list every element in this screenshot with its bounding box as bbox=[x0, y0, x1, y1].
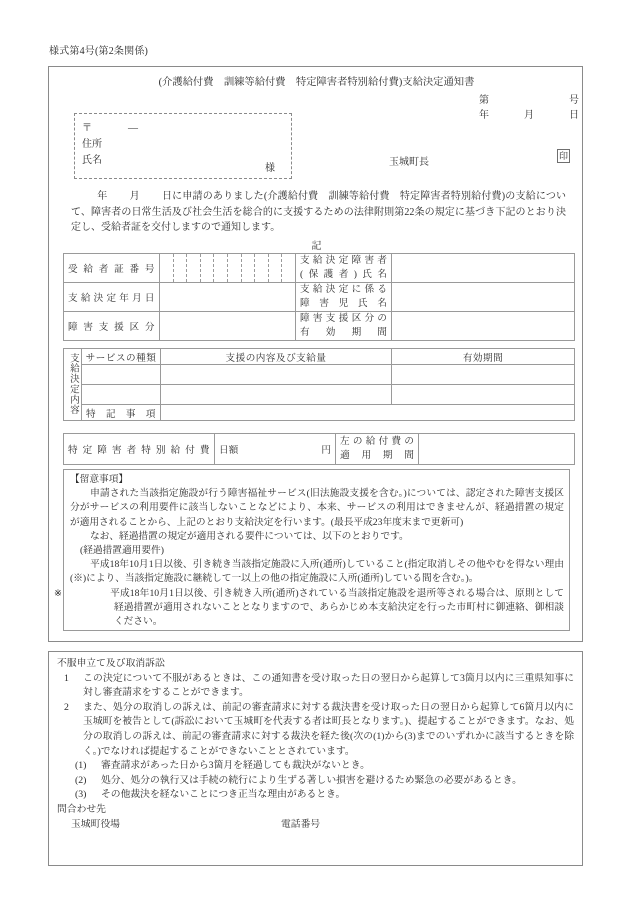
table-row bbox=[64, 254, 575, 283]
notes-paragraph-4: 平成18年10月1日以後、引き続き当該指定施設に入所(通所)していること(指定取消しその他やむを得ない理由(※)により、当該指定施設に継続して一以上の他の指定施設に入所(通所)している間を含む。)。 bbox=[70, 559, 564, 585]
receipt-number-cells[interactable] bbox=[160, 254, 295, 282]
digit-cell[interactable] bbox=[242, 254, 256, 282]
digit-cell[interactable] bbox=[160, 254, 174, 282]
table-row bbox=[64, 283, 575, 312]
cell-valid-period-value[interactable] bbox=[392, 365, 575, 385]
notes-paragraph-5: ※ 平成18年10月1日以後、引き続き入所(通所)されている当該指定施設を退所等される場合は、原則として経過措置が適用されないこととなりますので、あらかじめ本支給決定を行った市町村に御連絡、御相談ください。 bbox=[54, 587, 564, 628]
cell-beneficiary-name-value[interactable] bbox=[392, 254, 575, 283]
cell-decision-content-vertical-label: 支給決定内容 bbox=[64, 349, 82, 421]
notes-paragraph-3: (経過措置適用要件) bbox=[80, 545, 164, 557]
notice-date-day: 日 bbox=[569, 110, 579, 121]
zip-row bbox=[82, 119, 138, 134]
contact-office: 玉城町役場 bbox=[71, 818, 120, 830]
cell-category-period-label: 障害支援区分の 有効期間 bbox=[296, 312, 392, 341]
cell-benefit-period-value[interactable] bbox=[419, 434, 575, 465]
cell-special-notes-value[interactable] bbox=[161, 405, 575, 421]
table-row bbox=[64, 365, 575, 385]
body-line2: の支給について、障害者の日常生活及び社会生活を総合的に支援するための法律附則第22条の規定 bbox=[71, 191, 567, 218]
notice-frame bbox=[48, 66, 583, 642]
cell-valid-period-value[interactable] bbox=[392, 385, 575, 405]
notes-paragraph-1: 申請された当該指定施設が行う障害福祉サービス(旧法施設支援を含む。)については、認定された障害支援区分がサービスの利用要件に該当しないことなどにより、本来、サービスの利用はできませんが、経過措置の規定が適用されることから、上記のとおり支給決定を行います。(最長平成23年度末まで更新可) bbox=[70, 488, 564, 528]
cell-support-content-value[interactable] bbox=[161, 365, 392, 385]
cell-child-name-label: 支給決定に係る 障害児氏名 bbox=[296, 283, 392, 312]
notice-date-year: 年 bbox=[479, 110, 489, 121]
notice-number-label: 第 bbox=[479, 95, 489, 106]
zip-dash: — bbox=[128, 123, 138, 134]
digit-cell[interactable] bbox=[282, 254, 295, 282]
cell-support-content-value[interactable] bbox=[161, 385, 392, 405]
addressee-box bbox=[74, 113, 292, 179]
digit-cell[interactable] bbox=[187, 254, 201, 282]
cell-special-notes-label: 特記事項 bbox=[82, 405, 161, 421]
special-benefit-table bbox=[63, 433, 575, 465]
cell-decision-date-value[interactable] bbox=[160, 283, 296, 312]
cell-decision-date-label: 支給決定年月日 bbox=[64, 283, 160, 312]
notes-paragraph-2: なお、経過措置の規定が適用される要件については、以下のとおりです。 bbox=[90, 530, 409, 542]
notice-number-unit: 号 bbox=[569, 95, 579, 106]
decision-summary-table bbox=[63, 253, 575, 341]
header-support-content: 支援の内容及び支給量 bbox=[161, 349, 392, 365]
appeal-item-2: 2 また、処分の取消しの訴えは、前記の審査請求に対する裁決書を受け取った日の翌日から起算して6箇月以内に玉城町を被告として(訴訟において玉城町を代表する者は町長となります。)、提起することができます。なお、処分の取消しの訴えは、前記の審査請求に対する裁決を経た後(次の(1)から(3)までのいずれかに該当するときを除く。)でなければ提起することができないこととされています。 bbox=[64, 701, 574, 757]
digit-cell[interactable] bbox=[255, 254, 269, 282]
appeal-subitem-1: (1) 審査請求があった日から3箇月を経過しても裁決がないとき。 bbox=[75, 760, 370, 772]
cell-receipt-number-label: 受給者証番号 bbox=[64, 254, 160, 283]
notice-date-month: 月 bbox=[524, 110, 534, 121]
daily-amount-unit: 円 bbox=[321, 445, 331, 456]
table-row bbox=[64, 349, 575, 365]
notes-box bbox=[54, 469, 570, 631]
table-row bbox=[64, 385, 575, 405]
digit-cell[interactable] bbox=[174, 254, 188, 282]
seal-box: 印 bbox=[558, 151, 568, 161]
cell-category-period-value[interactable] bbox=[392, 312, 575, 341]
document-title: (介護給付費 訓練等給付費 特定障害者特別給付費)支給決定通知書 bbox=[158, 77, 475, 88]
cell-benefit-period-label: 左の給付費の 適用期間 bbox=[336, 434, 419, 465]
contact-row bbox=[57, 818, 574, 833]
table-row bbox=[64, 434, 575, 465]
cell-daily-amount[interactable] bbox=[215, 434, 336, 465]
issuer-name: 玉城町長 bbox=[389, 157, 429, 168]
body-day-rest: 日に申請のありました(介護給付費 訓練等給付費 特定障害者特別給付費) bbox=[161, 191, 506, 202]
digit-cell[interactable] bbox=[228, 254, 242, 282]
table-row bbox=[64, 312, 575, 341]
notice-body-paragraph bbox=[71, 189, 566, 236]
name-label: 氏名 bbox=[82, 155, 102, 166]
appeal-subitem-3: (3) その他裁決を経ないことにつき正当な理由があるとき。 bbox=[75, 789, 346, 801]
header-service-type: サービスの種類 bbox=[82, 349, 161, 365]
notes-heading: 【留意事項】 bbox=[70, 474, 129, 485]
body-month: 月 bbox=[129, 191, 140, 202]
appeal-item-1: 1 この決定について不服があるときは、この通知書を受け取った日の翌日から起算して3箇月以内に三重県知事に対し審査請求をすることができます。 bbox=[64, 672, 574, 699]
appeal-subitem-2: (2) 処分、処分の執行又は手続の続行により生ずる著しい損害を避けるため緊急の必要があるとき。 bbox=[75, 774, 522, 786]
body-line3: に基づき下記のとおり決定し、受給者証を交付しますので通知します。 bbox=[71, 206, 566, 234]
notice-date-line bbox=[479, 106, 579, 121]
address-label: 住所 bbox=[82, 139, 102, 150]
cell-special-benefit-label: 特定障害者特別給付費 bbox=[64, 434, 215, 465]
cell-beneficiary-name-label: 支給決定障害者 (保護者)氏名 bbox=[296, 254, 392, 283]
honorific-label: 様 bbox=[265, 163, 275, 174]
cell-service-type-value[interactable] bbox=[82, 385, 161, 405]
cell-child-name-value[interactable] bbox=[392, 283, 575, 312]
cell-support-category-label: 障害支援区分 bbox=[64, 312, 160, 341]
ki-marker: 記 bbox=[311, 241, 322, 252]
form-number: 様式第4号(第2条関係) bbox=[49, 46, 149, 57]
zip-symbol: 〒 bbox=[82, 123, 92, 134]
header-valid-period: 有効期間 bbox=[392, 349, 575, 365]
decision-content-table bbox=[63, 348, 575, 421]
appeal-heading: 不服申立て及び取消訴訟 bbox=[57, 658, 165, 669]
daily-amount-label: 日額 bbox=[219, 445, 239, 456]
contact-phone-label: 電話番号 bbox=[281, 818, 321, 830]
digit-cell[interactable] bbox=[201, 254, 215, 282]
notice-number-line bbox=[479, 91, 579, 106]
appeal-frame bbox=[48, 651, 583, 866]
digit-cell[interactable] bbox=[214, 254, 228, 282]
digit-cell[interactable] bbox=[269, 254, 283, 282]
body-year: 年 bbox=[97, 191, 108, 202]
table-row bbox=[64, 405, 575, 421]
cell-receipt-number-value[interactable] bbox=[160, 254, 296, 283]
contact-heading: 問合わせ先 bbox=[57, 803, 106, 815]
cell-service-type-value[interactable] bbox=[82, 365, 161, 385]
cell-support-category-value[interactable] bbox=[160, 312, 296, 341]
